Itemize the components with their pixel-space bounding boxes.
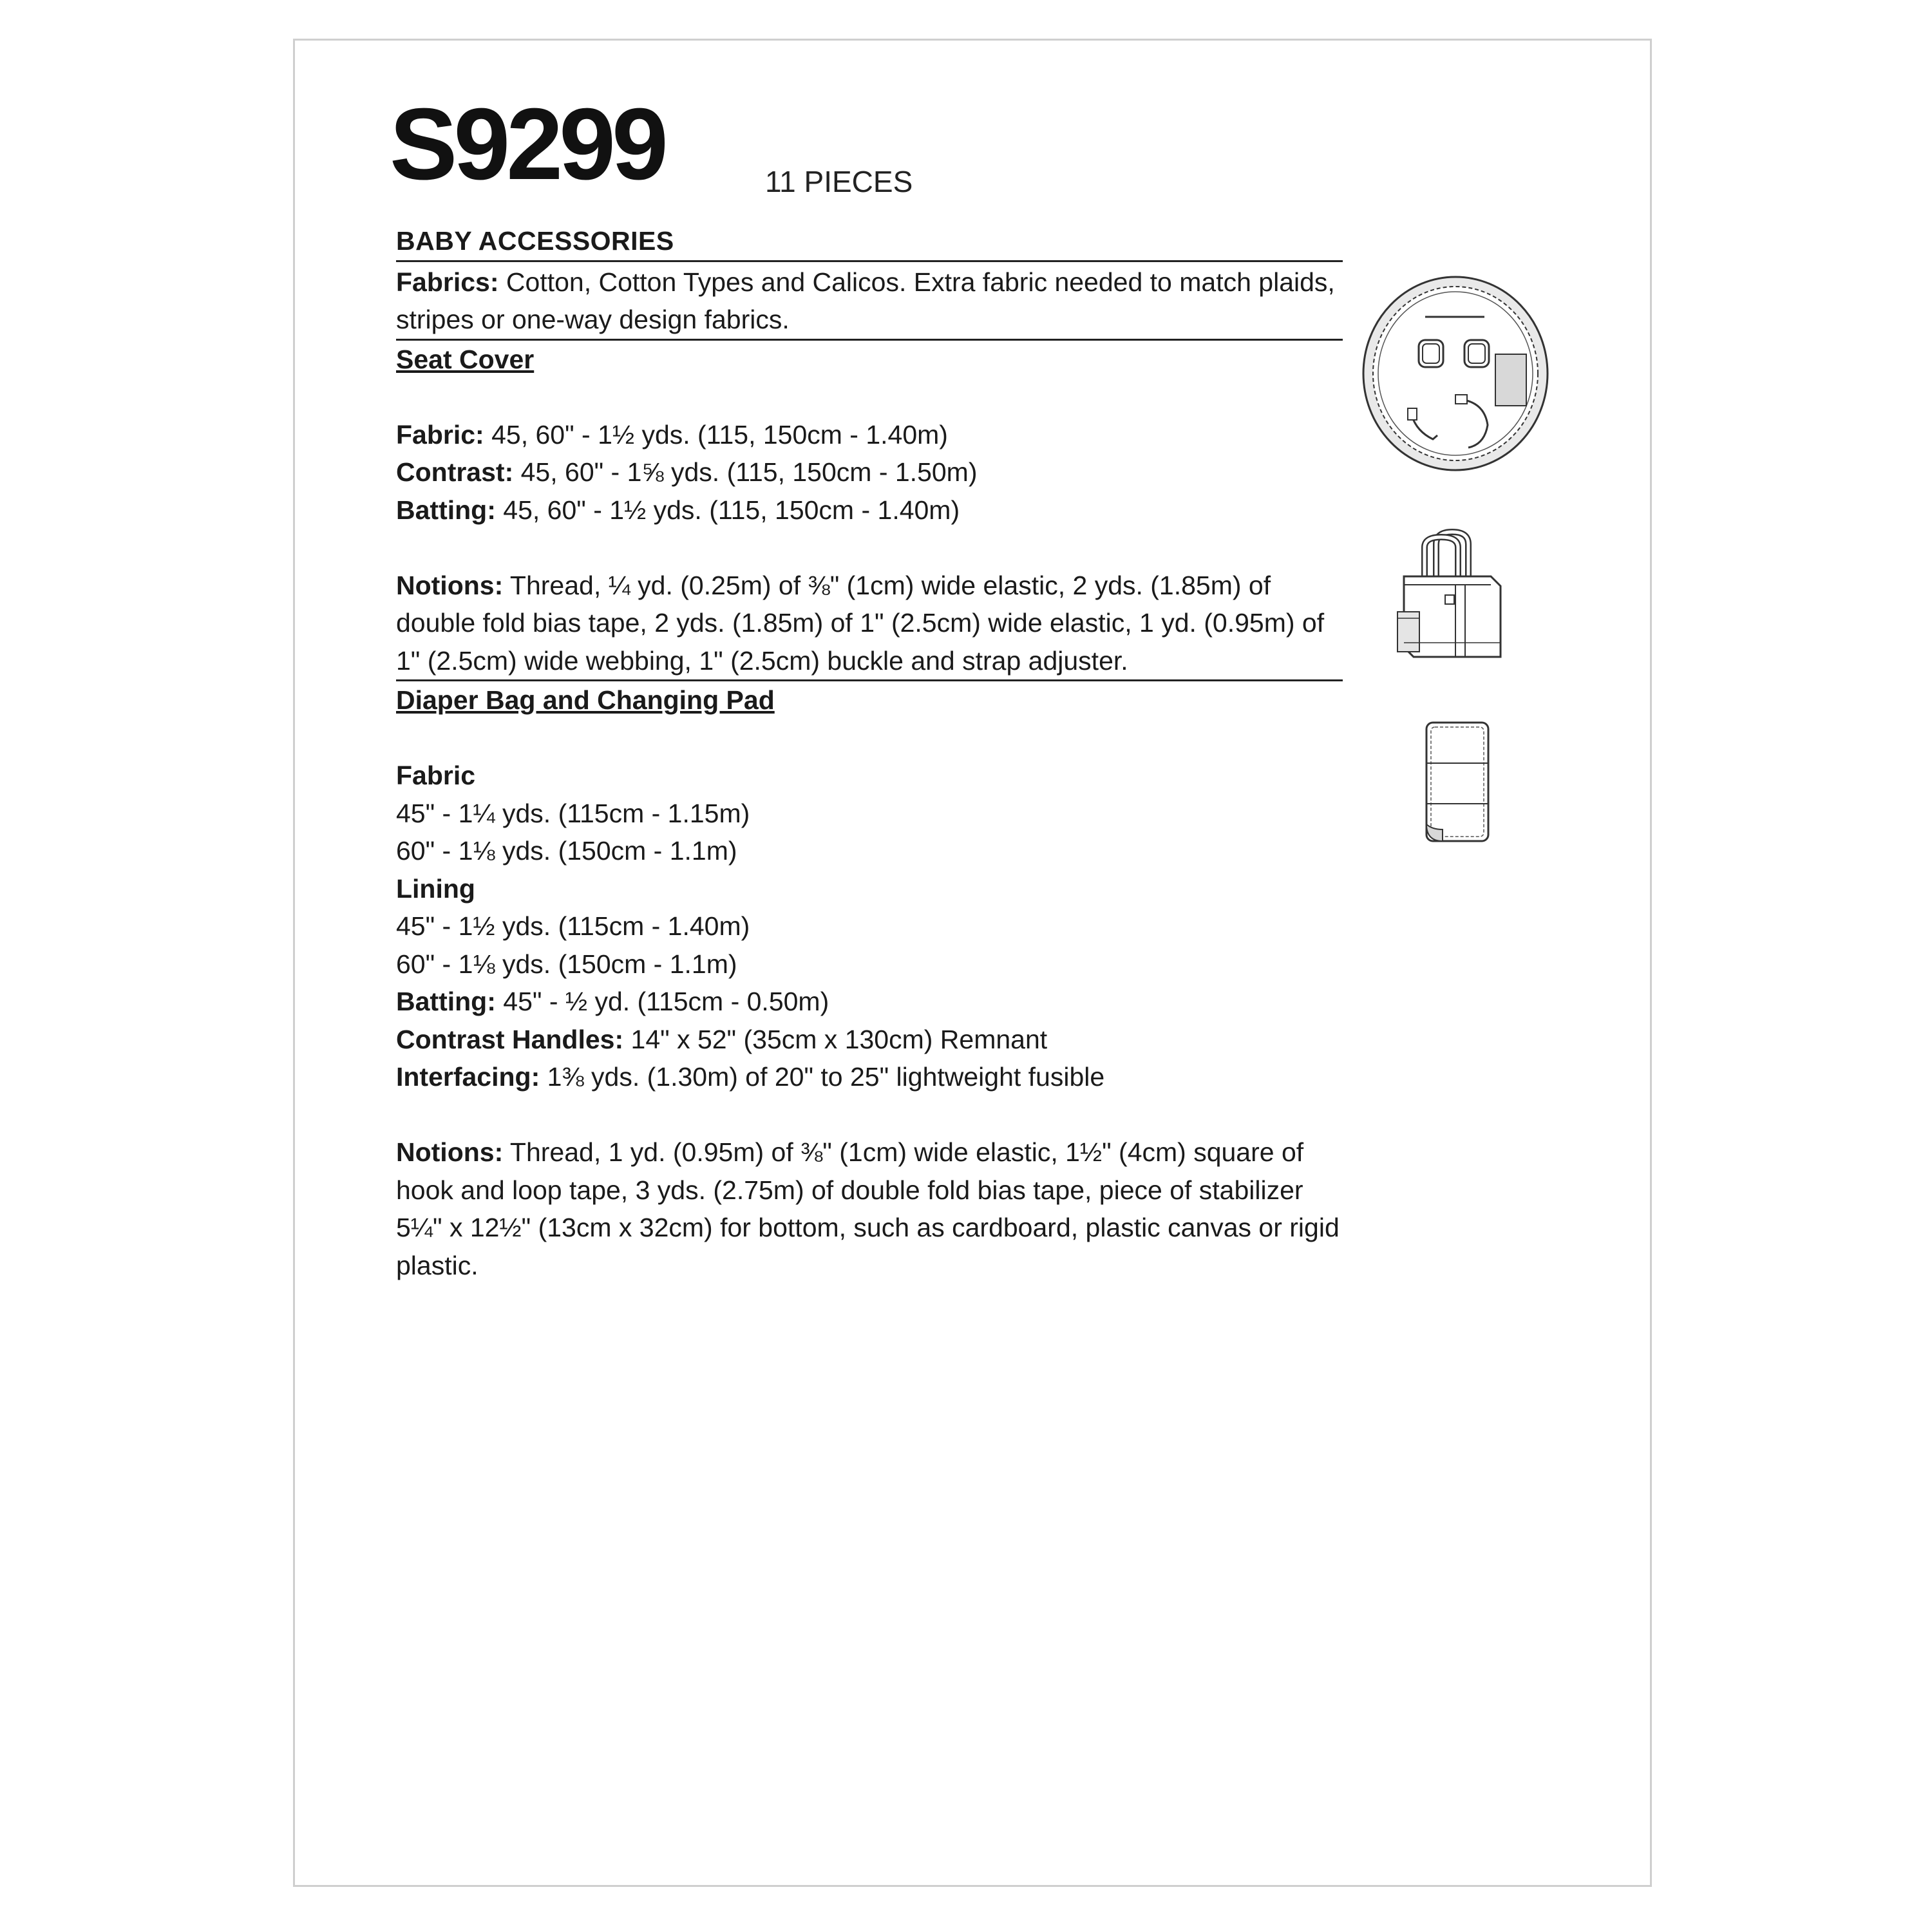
diaper-bag-handles-label: Contrast Handles: [396, 1024, 624, 1054]
diaper-bag-handles [396, 1021, 1343, 1059]
changing-pad-icon [1417, 715, 1507, 850]
diaper-bag-fabric-line: 60" - 1⅛ yds. (150cm - 1.1m) [396, 836, 737, 866]
diaper-bag-fabric-label: Fabric [396, 761, 476, 790]
seat-cover-fabric-text: 45, 60" - 1½ yds. (115, 150cm - 1.40m) [491, 419, 948, 450]
diaper-bag-batting [396, 983, 1343, 1021]
diaper-bag-notions [396, 1133, 1343, 1284]
pattern-number: S9299 [390, 88, 665, 201]
diaper-bag-batting-label: Batting: [396, 987, 496, 1016]
seat-cover-icon [1352, 270, 1558, 477]
fabrics-label: Fabrics: [396, 267, 499, 297]
seat-cover-notions-text: Thread, ¼ yd. (0.25m) of ⅜" (1cm) wide elastic, 2 yds. (1.85m) of double fold bias tape, 2 yds. (1.85m) of 1" (2.5cm) wide elastic, 1 yd. (0.95m) of 1" (2.5cm) wide webbing, 1" (2.5cm) buckle and strap adjuster. [396, 570, 1325, 676]
diaper-bag-lining-label: Lining [396, 873, 475, 904]
seat-cover-contrast [396, 453, 1343, 491]
seat-cover-heading: Seat Cover [396, 344, 535, 374]
seat-cover-batting-text: 45, 60" - 1½ yds. (115, 150cm - 1.40m) [503, 495, 960, 525]
fabrics-text: Cotton, Cotton Types and Calicos. Extra fabric needed to match plaids, stripes or one-way design fabrics. [396, 267, 1335, 334]
diaper-bag-section [396, 681, 1343, 1284]
seat-cover-batting-label: Batting: [396, 495, 496, 525]
diaper-bag-interfacing [396, 1058, 1343, 1096]
seat-cover-contrast-label: Contrast: [396, 457, 514, 487]
seat-cover-contrast-text: 45, 60" - 1⅝ yds. (115, 150cm - 1.50m) [520, 457, 978, 487]
diaper-bag-batting-text: 45" - ½ yd. (115cm - 0.50m) [503, 987, 829, 1016]
diaper-bag-icon [1391, 528, 1520, 663]
diaper-bag-notions-label: Notions: [396, 1137, 504, 1167]
seat-cover-section [396, 341, 1343, 682]
diaper-bag-heading: Diaper Bag and Changing Pad [396, 685, 775, 715]
diaper-bag-lining-line: 60" - 1⅛ yds. (150cm - 1.1m) [396, 949, 737, 979]
diaper-bag-handles-text: 14" x 52" (35cm x 130cm) Remnant [630, 1024, 1048, 1054]
seat-cover-notions-label: Notions: [396, 570, 504, 600]
diaper-bag-fabric-line: 45" - 1¼ yds. (115cm - 1.15m) [396, 798, 750, 828]
seat-cover-fabric-label: Fabric: [396, 419, 484, 450]
requirements-text [396, 222, 1343, 1284]
document-title: BABY ACCESSORIES [396, 222, 1343, 262]
seat-cover-fabric [396, 416, 1343, 454]
seat-cover-batting [396, 491, 1343, 529]
diaper-bag-interfacing-label: Interfacing: [396, 1062, 540, 1092]
diaper-bag-notions-text: Thread, 1 yd. (0.95m) of ⅜" (1cm) wide elastic, 1½" (4cm) square of hook and loop tape, 3 yds. (2.75m) of double fold bias tape, piece of stabilizer 5¼" x 12½" (13cm x 32cm) for bottom, such as cardboard, plastic canvas or rigid plastic. [396, 1137, 1340, 1280]
fabrics-section [396, 262, 1343, 341]
diaper-bag-interfacing-text: 1⅜ yds. (1.30m) of 20" to 25" lightweight fusible [547, 1062, 1105, 1092]
seat-cover-notions [396, 567, 1343, 680]
technical-drawings [1352, 270, 1565, 850]
diaper-bag-lining-line: 45" - 1½ yds. (115cm - 1.40m) [396, 911, 750, 941]
piece-count: 11 PIECES [765, 165, 913, 198]
